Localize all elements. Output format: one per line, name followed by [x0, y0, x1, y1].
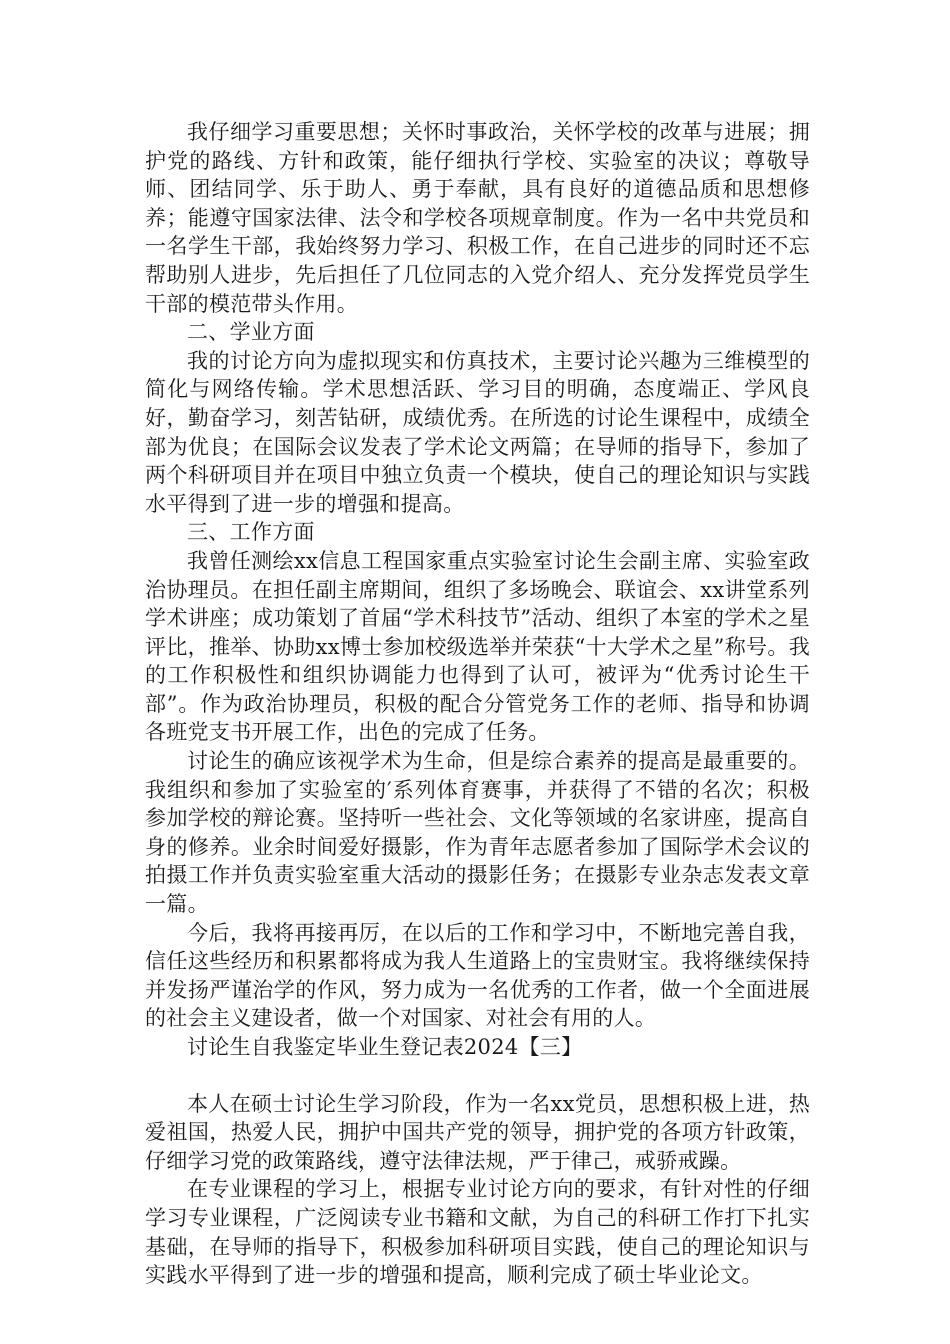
paragraph-coursework: 在专业课程的学习上，根据专业讨论方向的要求，有针对性的仔细学习专业课程，广泛阅读专业书籍和文献，为自己的科研工作打下扎实基础，在导师的指导下，积极参加科研项目实践，使自己的理论知识与实践水平得到了进一步的增强和提高，顺利完成了硕士毕业论文。 — [145, 1177, 810, 1288]
paragraph-academics: 我的讨论方向为虚拟现实和仿真技术，主要讨论兴趣为三维模型的简化与网络传输。学术思想活跃、学习目的明确，态度端正、学风良好，勤奋学习，刻苦钻研，成绩优秀。在所选的讨论生课程中，成绩全部为优良；在国际会议发表了学术论文两篇；在导师的指导下，参加了两个科研项目并在项目中独立负责一个模块，使自己的理论知识与实践水平得到了进一步的增强和提高。 — [145, 348, 810, 516]
paragraph-work: 我曾任测绘xx信息工程国家重点实验室讨论生会副主席、实验室政治协理员。在担任副主席期间，组织了多场晚会、联谊会、xx讲堂系列学术讲座；成功策划了首届“学术科技节”活动、组织了本室的学术之星评比，推举、协助xx博士参加校级选举并荣获“十大学术之星”称号。我的工作积极性和组织协调能力也得到了认可，被评为“优秀讨论生干部”。作为政治协理员，积极的配合分管党务工作的老师、指导和协调各班党支书开展工作，出色的完成了任务。 — [145, 548, 810, 745]
heading-work: 三、工作方面 — [187, 520, 315, 545]
paragraph-future: 今后，我将再接再厉，在以后的工作和学习中，不断地完善自我，信任这些经历和积累都将成为我人生道路上的宝贵财宝。我将继续保持并发扬严谨治学的作风，努力成为一名优秀的工作者，做一个全面进展的社会主义建设者，做一个对国家、对社会有用的人。 — [145, 920, 810, 1031]
paragraph-quality: 讨论生的确应该视学术为生命，但是综合素养的提高是最重要的。我组织和参加了实验室的′系列体育赛事，并获得了不错的名次；积极参加学校的辩论赛。坚持听一些社会、文化等领域的名家讲座，提高自身的修养。业余时间爱好摄影，作为青年志愿者参加了国际学术会议的拍摄工作并负责实验室重大活动的摄影任务；在摄影专业杂志发表文章一篇。 — [145, 749, 810, 917]
document-page — [145, 118, 810, 1290]
paragraph-political: 我仔细学习重要思想；关怀时事政治，关怀学校的改革与进展；拥护党的路线、方针和政策，能仔细执行学校、实验室的决议；尊敬导师、团结同学、乐于助人、勇于奉献，具有良好的道德品质和思想修养；能遵守国家法律、法令和学校各项规章制度。作为一名中共党员和一名学生干部，我始终努力学习、积极工作，在自己进步的同时还不忘帮助别人进步，先后担任了几位同志的入党介绍人、充分发挥党员学生干部的模范带头作用。 — [145, 120, 810, 316]
blank-line — [145, 1062, 810, 1090]
section-title: 讨论生自我鉴定毕业生登记表2024【三】 — [187, 1035, 583, 1059]
paragraph-master-study: 本人在硕士讨论生学习阶段，作为一名xx党员，思想积极上进，热爱祖国，热爱人民，拥护中国共产党的领导，拥护党的各项方针政策，仔细学习党的政策路线，遵守法律法规，严于律己，戒骄戒躁。 — [145, 1091, 810, 1173]
heading-academics: 二、学业方面 — [187, 320, 315, 345]
